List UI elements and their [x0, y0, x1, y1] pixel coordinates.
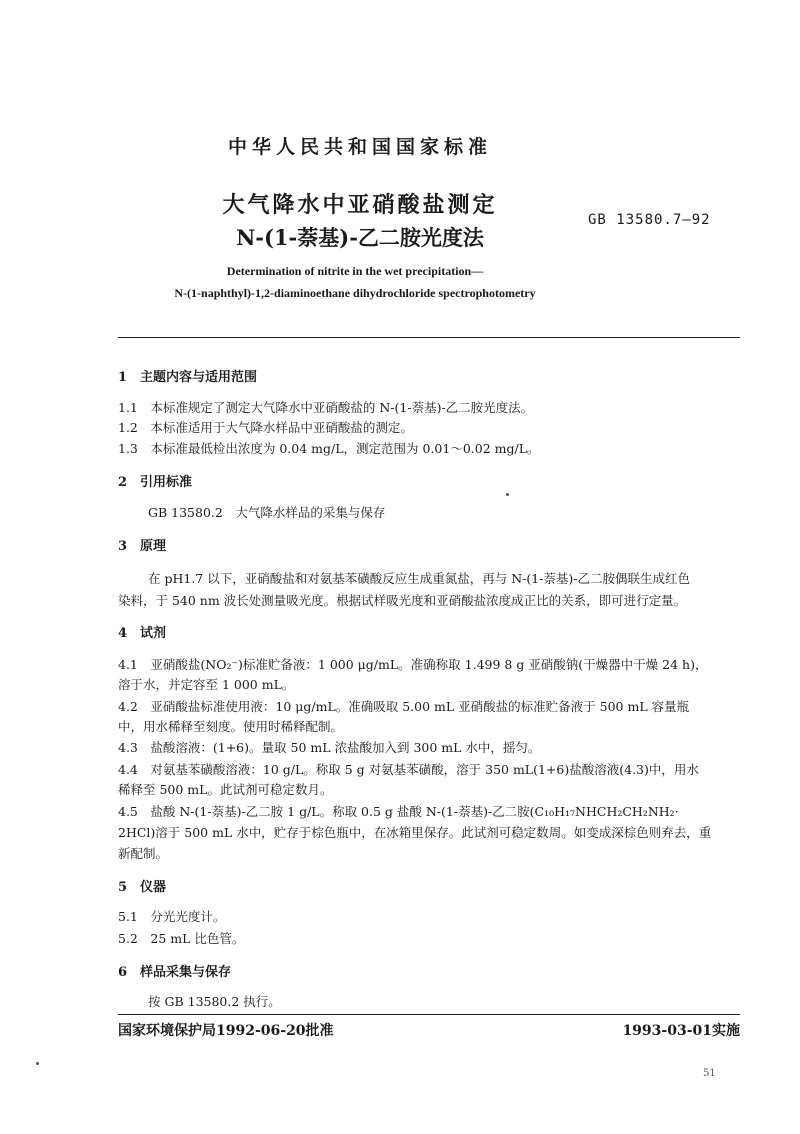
standard-number: GB 13580.7—92 [588, 212, 711, 228]
clause-1-1: 1.1 本标准规定了测定大气降水中亚硝酸盐的 N-(1-萘基)-乙二胺光度法。 [118, 400, 534, 415]
principle-line-1: 在 pH1.7 以下，亚硝酸盐和对氨基苯磺酸反应生成重氮盐，再与 N-(1-萘基)-乙二胺偶联生成红色 [148, 571, 691, 586]
section-4-heading: 4 试剂 [118, 626, 167, 641]
scan-speck [36, 1062, 39, 1065]
section-1-heading: 1 主题内容与适用范围 [118, 370, 258, 385]
clause-4-3: 4.3 盐酸溶液：(1+6)。量取 50 mL 浓盐酸加入到 300 mL 水中，摇匀。 [118, 740, 541, 755]
clause-6-text: 按 GB 13580.2 执行。 [148, 994, 281, 1009]
header-divider [118, 337, 740, 338]
clause-4-2-line-1: 4.2 亚硝酸盐标准使用液：10 μg/mL。准确吸取 5.00 mL 亚硝酸盐的标准贮备液于 500 mL 容量瓶 [118, 699, 690, 714]
title-en-line1: Determination of nitrite in the wet precipitation— [226, 264, 484, 278]
clause-5-2: 5.2 25 mL 比色管。 [118, 931, 245, 946]
national-standard-heading: 中华人民共和国国家标准 [227, 136, 492, 158]
clause-5-1: 5.1 分光光度计。 [118, 909, 226, 924]
section-6-heading: 6 样品采集与保存 [118, 965, 232, 980]
section-3-heading: 3 原理 [118, 539, 167, 554]
clause-4-1-line-1: 4.1 亚硝酸盐(NO₂⁻)标准贮备液：1 000 μg/mL。准确称取 1.499 8 g 亚硝酸钠(干燥器中干燥 24 h)， [118, 657, 708, 672]
implementation-date: 1993-03-01实施 [622, 1023, 740, 1039]
clause-4-2-line-2: 中，用水稀释至刻度。使用时稀释配制。 [118, 719, 344, 734]
title-en-line2: N-(1-naphthyl)-1,2-diaminoethane dihydrochloride spectrophotometry [174, 286, 536, 300]
clause-1-3: 1.3 本标准最低检出浓度为 0.04 mg/L，测定范围为 0.01～0.02 mg/L。 [118, 441, 540, 456]
principle-line-2: 染料，于 540 nm 波长处测量吸光度。根据试样吸光度和亚硝酸盐浓度成正比的关系，即可进行定量。 [118, 593, 687, 608]
clause-4-4-line-2: 稀释至 500 mL。此试剂可稳定数月。 [118, 782, 333, 797]
clause-4-5-line-1: 4.5 盐酸 N-(1-萘基)-乙二胺 1 g/L。称取 0.5 g 盐酸 N-(1-萘基)-乙二胺(C₁₀H₁₇NHCH₂CH₂NH₂· [118, 804, 679, 819]
referenced-standard: GB 13580.2 大气降水样品的采集与保存 [148, 505, 386, 520]
title-cn-line2: N-(1-萘基)-乙二胺光度法 [236, 225, 484, 250]
section-2-heading: 2 引用标准 [118, 475, 193, 490]
title-cn-line1: 大气降水中亚硝酸盐测定 [222, 192, 498, 218]
footer-divider [118, 1014, 740, 1015]
clause-4-5-line-3: 新配制。 [118, 846, 169, 861]
section-5-heading: 5 仪器 [118, 880, 167, 895]
clause-4-5-line-2: 2HCl)溶于 500 mL 水中，贮存于棕色瓶中，在冰箱里保存。此试剂可稳定数周。如变成深棕色则弃去，重 [118, 825, 712, 840]
clause-4-1-line-2: 溶于水，并定容至 1 000 mL。 [118, 677, 295, 692]
clause-4-4-line-1: 4.4 对氨基苯磺酸溶液：10 g/L。称取 5 g 对氨基苯磺酸，溶于 350 mL(1+6)盐酸溶液(4.3)中，用水 [118, 762, 699, 777]
page-number: 51 [703, 1068, 716, 1079]
approval-date: 国家环境保护局1992-06-20批准 [118, 1023, 334, 1039]
scan-speck [506, 493, 509, 496]
clause-1-2: 1.2 本标准适用于大气降水样品中亚硝酸盐的测定。 [118, 420, 413, 435]
